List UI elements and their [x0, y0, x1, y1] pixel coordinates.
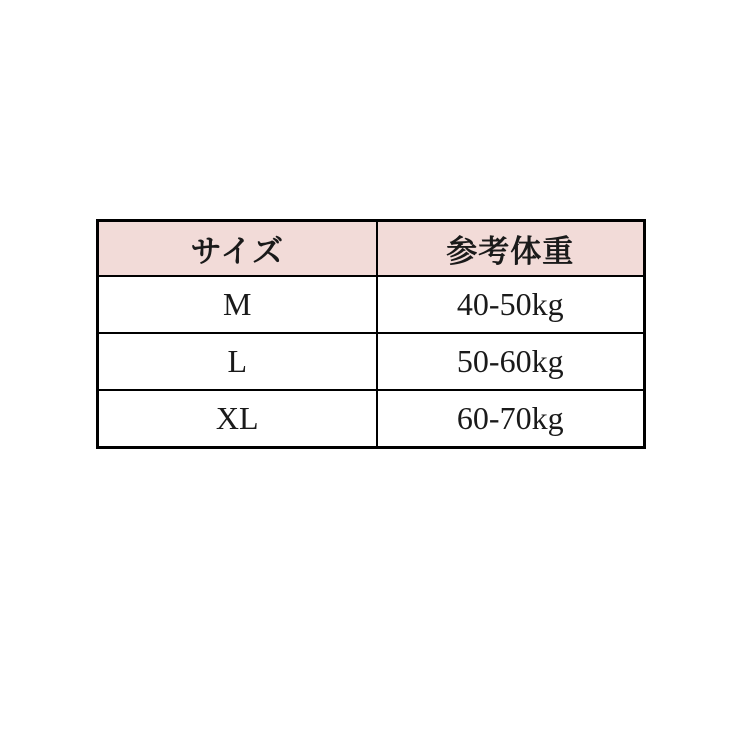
size-chart: [96, 219, 643, 437]
size-cell: XL: [98, 390, 377, 448]
size-cell: M: [98, 276, 377, 333]
weight-cell: 50-60kg: [377, 333, 645, 390]
table-row: [98, 390, 645, 448]
weight-column-header: 参考体重: [377, 221, 645, 277]
size-chart-table: [96, 219, 646, 449]
weight-cell: 60-70kg: [377, 390, 645, 448]
table-row: [98, 276, 645, 333]
header-row: [98, 221, 645, 277]
weight-cell: 40-50kg: [377, 276, 645, 333]
table-row: [98, 333, 645, 390]
size-column-header: サイズ: [98, 221, 377, 277]
size-cell: L: [98, 333, 377, 390]
